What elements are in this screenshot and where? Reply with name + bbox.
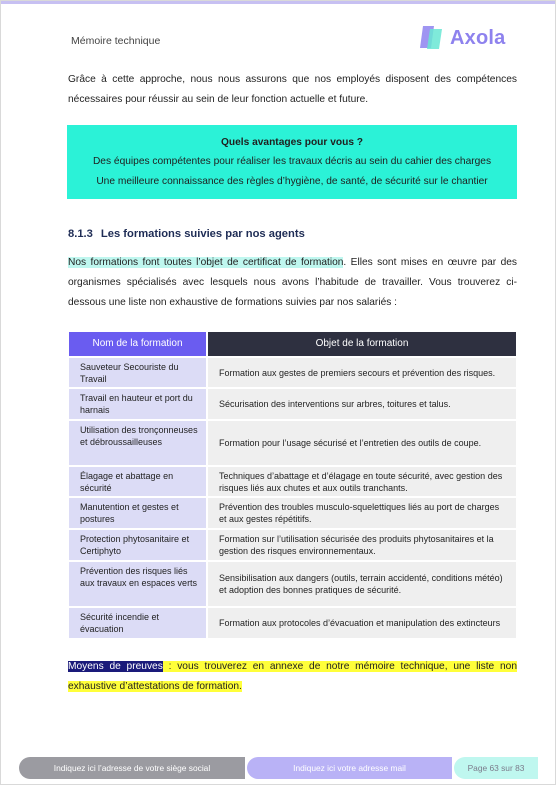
footer-address: Indiquez ici l’adresse de votre siège social (19, 757, 245, 779)
table-row (69, 608, 516, 638)
callout-title: Quels avantages pour vous ? (220, 137, 364, 148)
section-title: Les formations suivies par nos agents (100, 228, 305, 240)
table-cell-name: Prévention des risques liés aux travaux en espaces verts (69, 562, 206, 606)
table-cell-name: Utilisation des tronçonneuses et débroussailleuses (69, 421, 206, 465)
proof-text: : vous trouverez en annexe de notre mémoire technique, une liste non exhaustive d’attestations de formation. (68, 661, 517, 692)
table-row (69, 421, 516, 465)
table-header-object: Objet de la formation (208, 332, 516, 356)
table-cell-object: Formation aux gestes de premiers secours et prévention des risques. (208, 358, 516, 387)
benefits-callout (67, 125, 517, 199)
intro-paragraph: Grâce à cette approche, nous nous assurons que nos employés disposent des compétences nécessaires pour réussir au sein de leur fonction actuelle et future. (68, 74, 517, 105)
header-title: Mémoire technique (71, 35, 161, 47)
table-cell-object: Sensibilisation aux dangers (outils, terrain accidenté, conditions météo) et adoption des bonnes pratiques de sécurité. (208, 562, 516, 606)
callout-line: Des équipes compétentes pour réaliser les travaux décris au sein du cahier des charges (92, 156, 492, 167)
table-cell-object: Techniques d’abattage et d’élagage en toute sécurité, avec gestion des risques liés aux chutes et aux outils tranchants. (208, 467, 516, 496)
table-row (69, 358, 516, 387)
table-cell-name: Travail en hauteur et port du harnais (69, 389, 206, 419)
table-row (69, 467, 516, 496)
table-row (69, 498, 516, 528)
table-cell-name: Manutention et gestes et postures (69, 498, 206, 528)
table-row (69, 530, 516, 560)
table-header-name: Nom de la formation (69, 332, 206, 356)
table-row (69, 562, 516, 606)
section-number: 8.1.3 (68, 228, 93, 240)
table-cell-name: Protection phytosanitaire et Certiphyto (69, 530, 206, 560)
table-cell-object: Formation pour l’usage sécurisé et l’entretien des outils de coupe. (208, 421, 516, 465)
proof-label: Moyens de preuves (68, 661, 163, 672)
highlighted-text: Nos formations font toutes l’objet de certificat de formation (68, 257, 344, 268)
logo (420, 24, 515, 56)
logo-text: Axola (450, 27, 506, 49)
table-cell-object: Formation sur l’utilisation sécurisée des produits phytosanitaires et la gestion des risques environnementaux. (208, 530, 516, 560)
formations-paragraph (68, 253, 517, 313)
table-cell-name: Sécurité incendie et évacuation (69, 608, 206, 638)
proof-paragraph (68, 657, 517, 697)
section-heading (68, 228, 305, 240)
footer-email: Indiquez ici votre adresse mail (247, 757, 452, 779)
paragraph-text: . Elles sont mises en œuvre par des organismes spécialisés avec lesquels nous avons l’habitude de travailler. Vous trouverez ci-dessous une liste non exhaustive de formations suivies par nos salariés : (68, 257, 518, 308)
footer-page-number: Page 63 sur 83 (454, 757, 538, 779)
table-cell-name: Élagage et abattage en sécurité (69, 467, 206, 496)
table-cell-object: Formation aux protocoles d’évacuation et manipulation des extincteurs (208, 608, 516, 638)
table-cell-object: Prévention des troubles musculo-squelettiques liés au port de charges et aux gestes répétitifs. (208, 498, 516, 528)
table-cell-object: Sécurisation des interventions sur arbres, toitures et talus. (208, 389, 516, 419)
axola-logo-icon (420, 24, 444, 50)
table-row (69, 389, 516, 419)
top-accent-line (1, 1, 555, 4)
callout-line: Une meilleure connaissance des règles d’hygiène, de santé, de sécurité sur le chantier (96, 176, 488, 187)
table-cell-name: Sauveteur Secouriste du Travail (69, 358, 206, 387)
